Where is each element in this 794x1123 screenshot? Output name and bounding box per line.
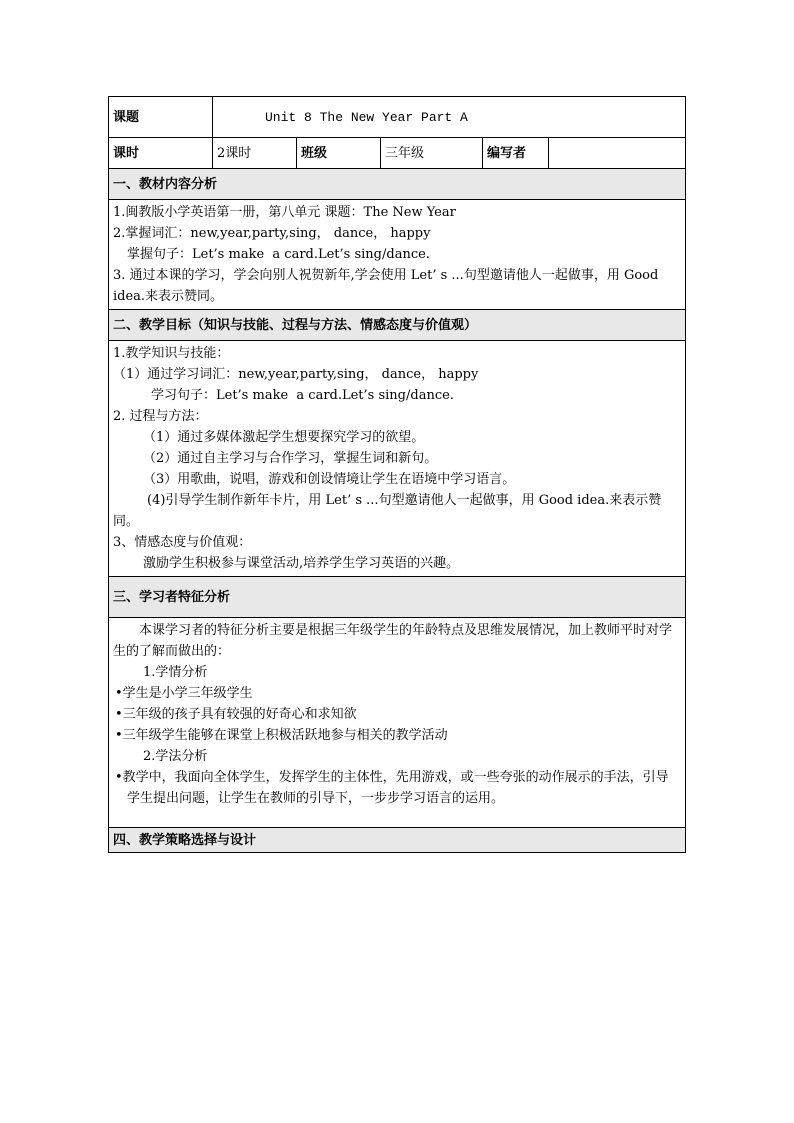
section1-header-row — [109, 169, 686, 200]
section3-body-row — [109, 618, 686, 828]
section3-subheading: 2.学法分析 — [143, 749, 208, 764]
section3-intro: 本课学习者的特征分析主要是根据三年级学生的年龄特点及思维发展情况，加上教师平时对学生的了解而做出的： — [113, 623, 673, 659]
section2-header-row — [109, 310, 686, 341]
author-label: 编写者 — [483, 138, 549, 169]
lesson-plan-document — [108, 96, 685, 853]
section2-body-row — [109, 341, 686, 577]
author-value — [549, 138, 686, 169]
period-row — [109, 138, 686, 169]
section2-line: 2. 过程与方法： — [113, 409, 208, 424]
list-item: •三年级的孩子具有较强的好奇心和求知欲 — [115, 707, 357, 722]
section3-content — [109, 618, 686, 828]
section4-title: 四、教学策略选择与设计 — [109, 828, 686, 853]
section2-line: （2）通过自主学习与合作学习，掌握生词和新句。 — [143, 451, 438, 466]
topic-row — [109, 97, 686, 138]
section1-line: 2.掌握词汇：new,year,party,sing， dance， happy — [113, 226, 431, 241]
list-item: •学生是小学三年级学生 — [115, 686, 253, 701]
section3-header-row — [109, 577, 686, 618]
section2-line: 3、情感态度与价值观： — [113, 535, 252, 550]
section1-line: 掌握句子：Let’s make a card.Let’s sing/dance. — [127, 247, 430, 262]
section1-content — [109, 200, 686, 310]
section2-line: （1）通过学习词汇：new,year,party,sing， dance， happy — [113, 367, 479, 382]
section2-content — [109, 341, 686, 577]
section1-title: 一、教材内容分析 — [109, 169, 686, 200]
section1-body-row — [109, 200, 686, 310]
section2-line: 激励学生积极参与课堂活动,培养学生学习英语的兴趣。 — [143, 556, 460, 571]
bullet-icon: • — [115, 770, 123, 785]
period-label: 课时 — [109, 138, 213, 169]
bullet-icon: • — [115, 707, 123, 722]
section3-subheading: 1.学情分析 — [143, 665, 208, 680]
topic-value: Unit 8 The New Year Part A — [213, 97, 686, 138]
section2-line: 学习句子：Let’s make a card.Let’s sing/dance. — [151, 388, 454, 403]
section3-title: 三、学习者特征分析 — [109, 577, 686, 618]
lesson-plan-table — [108, 96, 686, 853]
section4-header-row — [109, 828, 686, 853]
list-item: •教学中，我面向全体学生，发挥学生的主体性，先用游戏，或一些夸张的动作展示的手法，引导学生提出问题，让学生在教师的引导下，一步步学习语言的运用。 — [115, 770, 669, 806]
list-item: •三年级学生能够在课堂上积极活跃地参与相关的教学活动 — [115, 728, 448, 743]
class-value: 三年级 — [381, 138, 483, 169]
period-value: 2课时 — [213, 138, 297, 169]
section2-line: (4)引导学生制作新年卡片，用 Let’ s ...句型邀请他人一起做事，用 Good idea.来表示赞同。 — [113, 493, 662, 529]
class-label: 班级 — [297, 138, 381, 169]
section2-title: 二、教学目标（知识与技能、过程与方法、情感态度与价值观） — [109, 310, 686, 341]
bullet-icon: • — [115, 686, 123, 701]
section1-line: 3. 通过本课的学习，学会向别人祝贺新年,学会使用 Let’ s ...句型邀请他人一起做事，用 Good idea.来表示赞同。 — [113, 268, 663, 304]
section2-line: （3）用歌曲，说唱，游戏和创设情境让学生在语境中学习语言。 — [143, 472, 516, 487]
section1-line: 1.闽教版小学英语第一册，第八单元 课题：The New Year — [113, 205, 456, 220]
section2-line: （1）通过多媒体激起学生想要探究学习的欲望。 — [143, 430, 425, 445]
section2-line: 1.教学知识与技能： — [113, 346, 230, 361]
topic-label: 课题 — [109, 97, 213, 138]
bullet-icon: • — [115, 728, 123, 743]
